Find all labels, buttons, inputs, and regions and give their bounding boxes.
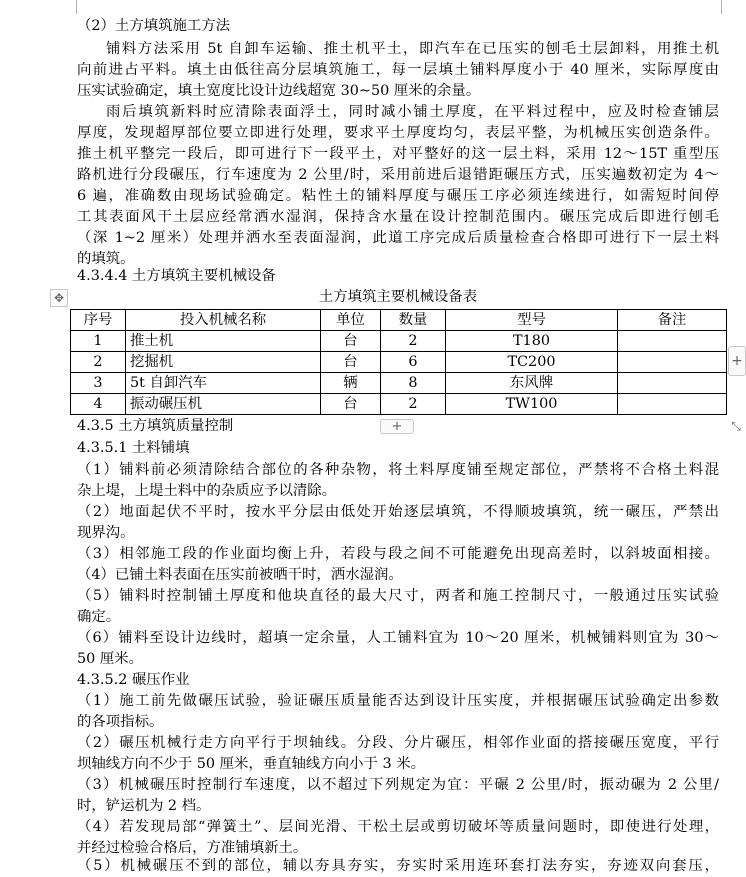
table-row xyxy=(71,352,727,373)
table-cell: 8 xyxy=(381,373,446,394)
table-cell: 挖掘机 xyxy=(126,352,321,373)
margin-mark-right xyxy=(721,0,722,14)
text-line: （1）铺料前必须清除结合部位的各种杂物，将土料厚度铺至规定部位，严禁将不合格土料混 xyxy=(77,462,719,478)
text-line: （深 1~2 厘米）处理并洒水至表面湿润，此道工序完成后质量检查合格即可进行下一层土料 xyxy=(77,230,719,246)
text-line: 的填筑。 xyxy=(77,251,135,267)
text-line: 压实试验确定，填土宽度比设计边线超宽 30~50 厘米的余量。 xyxy=(77,83,481,99)
header-cell: 投入机械名称 xyxy=(126,310,321,331)
text-line: 工其表面风干土层应经常洒水湿润，保持含水量在设计控制范围内。碾压完成后即进行刨毛 xyxy=(77,209,719,225)
text-line: 雨后填筑新料时应清除表面浮土，同时减小铺土厚度，在平料过程中，应及时检查铺层 xyxy=(106,104,719,120)
text-line: （5）机械碾压不到的部位，辅以夯具夯实，夯实时采用连环套打法夯实，夯迹双向套压， xyxy=(77,858,719,874)
header-cell: 单位 xyxy=(321,310,381,331)
table-header-row xyxy=(71,310,727,331)
subsection-heading: 4.3.5.2 碾压作业 xyxy=(77,672,190,688)
table-cell xyxy=(618,373,727,394)
add-column-button[interactable]: + xyxy=(728,346,746,376)
table-cell xyxy=(618,394,727,415)
table-cell: 2 xyxy=(71,352,126,373)
table-cell: 4 xyxy=(71,394,126,415)
header-cell: 备注 xyxy=(618,310,727,331)
table-cell: 台 xyxy=(321,331,381,352)
table-row xyxy=(71,331,727,352)
add-row-button[interactable]: + xyxy=(380,419,414,434)
text-line: （6）铺料至设计边线时，超填一定余量，人工铺料宜为 10～20 厘米，机械铺料则宜为 30～ xyxy=(77,630,719,646)
section-heading: 4.3.5 土方填筑质量控制 xyxy=(77,418,234,434)
text-line: 厚度，发现超厚部位要立即进行处理，要求平土厚度均匀，表层平整，为机械压实创造条件。 xyxy=(77,125,719,141)
text-line: 向前进占平料。填土由低往高分层填筑施工，每一层填土铺料厚度小于 40 厘米，实际厚度由 xyxy=(77,62,719,78)
table-resize-handle-icon[interactable]: ⤡ xyxy=(731,419,741,433)
table-move-handle-icon[interactable]: ✥ xyxy=(50,289,68,307)
subsection-heading: 4.3.4.4 土方填筑主要机械设备 xyxy=(77,268,276,284)
subsection-heading: 4.3.5.1 土料铺填 xyxy=(77,440,190,456)
section-heading: （2）土方填筑施工方法 xyxy=(77,18,231,34)
text-line: 50 厘米。 xyxy=(77,651,144,667)
text-line: 的各项指标。 xyxy=(77,714,164,730)
table-cell: TC200 xyxy=(446,352,618,373)
text-line: （4）若发现局部“弹簧土”、层间光滑、干松土层或剪切破坏等质量问题时，即使进行处理， xyxy=(77,819,719,835)
text-line: 时，铲运机为 2 档。 xyxy=(77,798,211,814)
text-line: 6 遍，准确数由现场试验确定。粘性土的铺料厚度与碾压工序必须连续进行，如需短时间停 xyxy=(77,188,719,204)
header-cell: 序号 xyxy=(71,310,126,331)
text-line: 确定。 xyxy=(77,609,121,625)
table-cell: 3 xyxy=(71,373,126,394)
text-line: 推土机平整完一段后，即可进行下一段平土，对平整好的这一层土料，采用 12～15T 重型压 xyxy=(77,146,719,162)
table-cell: 辆 xyxy=(321,373,381,394)
text-line: （5）铺料时控制铺土厚度和他块直径的最大尺寸，两者和施工控制尺寸，一般通过压实试验 xyxy=(77,588,719,604)
table-cell: 5t 自卸汽车 xyxy=(126,373,321,394)
table-cell: 台 xyxy=(321,394,381,415)
text-line: 路机进行分段碾压，行车速度为 2 公里/时，采用前进后退错距碾压方式，压实遍数初定为 4～ xyxy=(77,167,719,183)
table-row xyxy=(71,373,727,394)
table-cell: 推土机 xyxy=(126,331,321,352)
equipment-table xyxy=(70,309,727,415)
table-row xyxy=(71,394,727,415)
table-cell: 东风牌 xyxy=(446,373,618,394)
header-cell: 数量 xyxy=(381,310,446,331)
text-line: 并经过检验合格后，方准铺填新土。 xyxy=(77,840,308,856)
text-line: （2）碾压机械行走方向平行于坝轴线。分段、分片碾压，相邻作业面的搭接碾压宽度，平行 xyxy=(77,735,719,751)
text-line: （2）地面起伏不平时，按水平分层由低处开始逐层填筑，不得顺坡填筑，统一碾压，严禁出 xyxy=(77,504,719,520)
table-cell: T180 xyxy=(446,331,618,352)
table-caption: 土方填筑主要机械设备表 xyxy=(318,289,478,305)
text-line: （3）相邻施工段的作业面均衡上升，若段与段之间不可能避免出现高差时，以斜坡面相接。 xyxy=(77,546,719,562)
text-line: 铺料方法采用 5t 自卸车运输、推土机平土，即汽车在已压实的刨毛土层卸料，用推土机 xyxy=(106,41,719,57)
header-cell: 型号 xyxy=(446,310,618,331)
table-cell: 2 xyxy=(381,331,446,352)
text-line: （1）施工前先做碾压试验，验证碾压质量能否达到设计压实度，并根据碾压试验确定出参数 xyxy=(77,693,719,709)
margin-mark-left xyxy=(76,0,77,14)
text-line: 现界沟。 xyxy=(77,525,135,541)
table-cell: 振动碾压机 xyxy=(126,394,321,415)
table-cell: TW100 xyxy=(446,394,618,415)
table-cell: 1 xyxy=(71,331,126,352)
table-cell xyxy=(618,352,727,373)
table-cell: 6 xyxy=(381,352,446,373)
text-line: 杂上堤，上堤土料中的杂质应予以清除。 xyxy=(77,483,337,499)
table-cell: 台 xyxy=(321,352,381,373)
text-line: 坝轴线方向不少于 50 厘米，垂直轴线方向小于 3 米。 xyxy=(77,756,425,772)
text-line: （4）已铺土料表面在压实前被晒干时，洒水湿润。 xyxy=(77,567,403,583)
table-cell xyxy=(618,331,727,352)
table-cell: 2 xyxy=(381,394,446,415)
text-line: （3）机械碾压时控制行车速度，以不超过下列规定为宜：平碾 2 公里/时，振动碾为 2 公里/ xyxy=(77,777,719,793)
